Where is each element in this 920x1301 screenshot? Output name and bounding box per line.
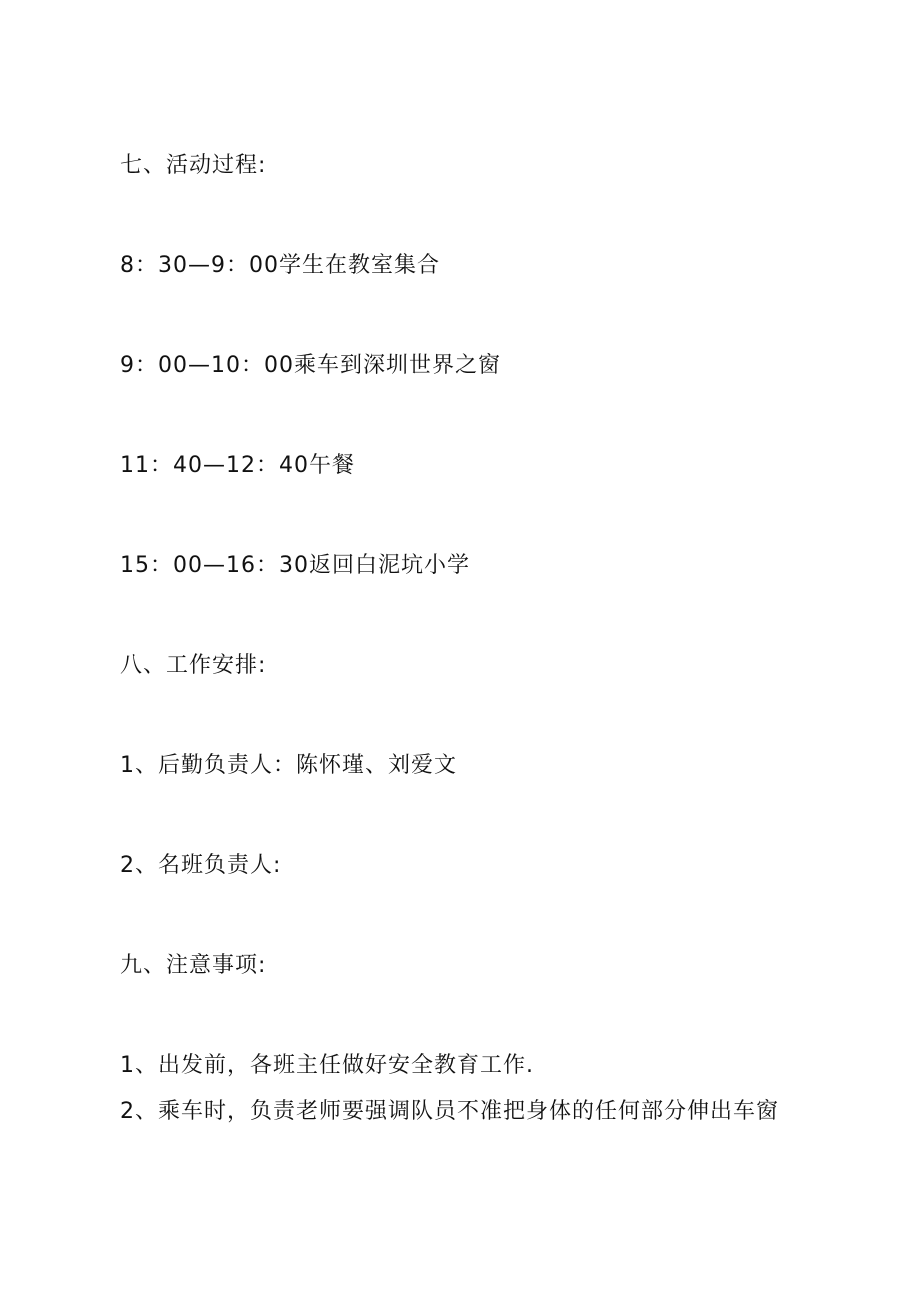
section-heading-precautions: 九、注意事项: <box>120 953 267 978</box>
section-heading-work-arrangement: 八、工作安排: <box>120 653 267 678</box>
precaution-item-bus-safety: 2、乘车时，负责老师要强调队员不准把身体的任何部分伸出车窗 <box>120 1099 779 1124</box>
schedule-item-assembly: 8：30—9：00学生在教室集合 <box>120 253 440 278</box>
schedule-item-bus-ride: 9：00—10：00乘车到深圳世界之窗 <box>120 353 501 378</box>
schedule-item-lunch: 11：40—12：40午餐 <box>120 453 355 478</box>
precaution-item-safety-education: 1、出发前，各班主任做好安全教育工作. <box>120 1053 534 1078</box>
arrangement-item-class-leads: 2、名班负责人: <box>120 853 282 878</box>
arrangement-item-logistics: 1、后勤负责人：陈怀瑾、刘爱文 <box>120 753 457 778</box>
section-heading-activity-process: 七、活动过程: <box>120 153 267 178</box>
schedule-item-return: 15：00—16：30返回白泥坑小学 <box>120 553 470 578</box>
